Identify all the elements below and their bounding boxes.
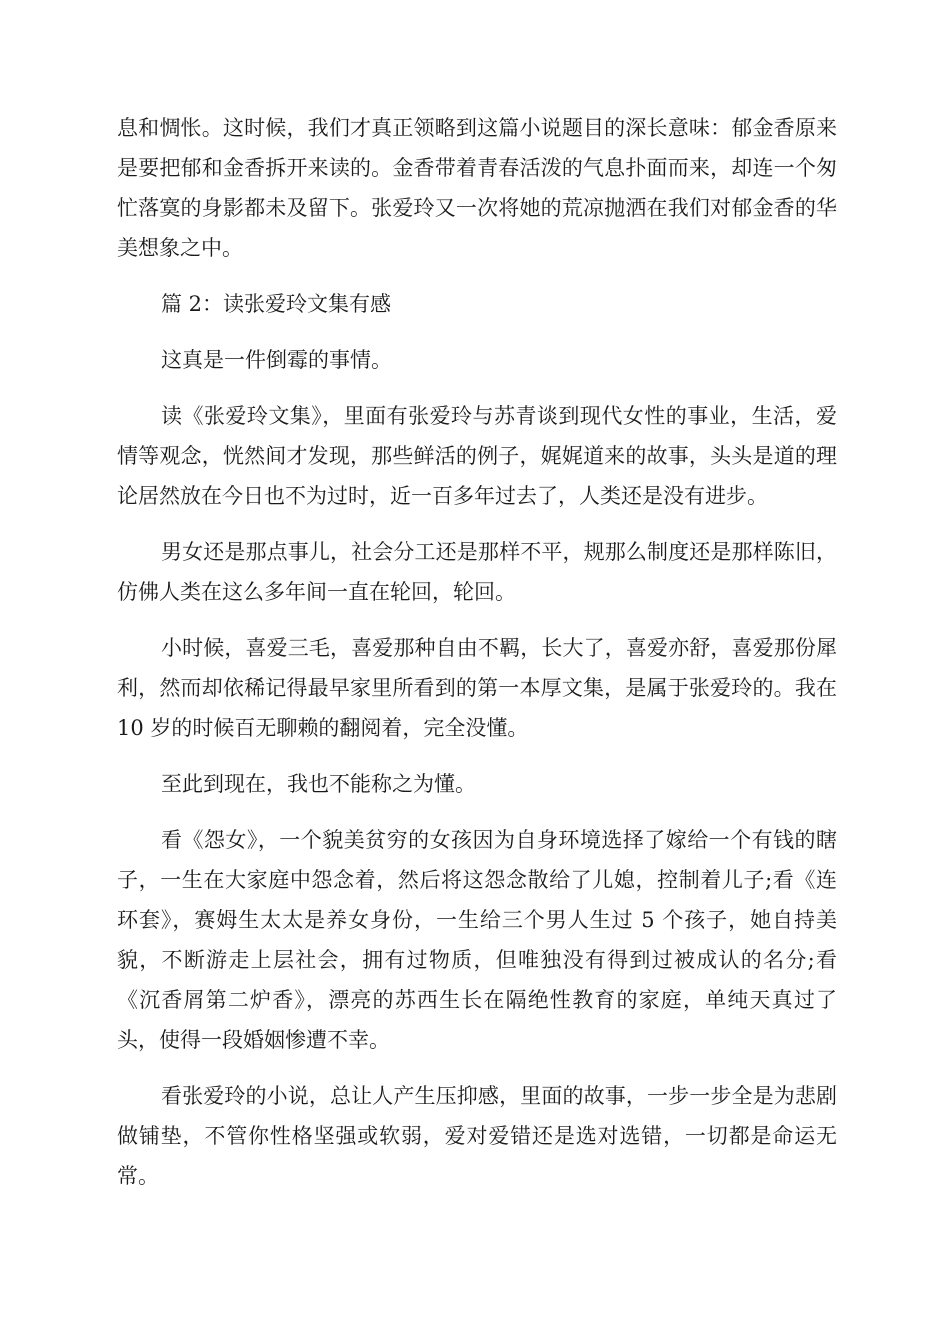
paragraph: 看张爱玲的小说，总让人产生压抑感，里面的故事，一步一步全是为悲剧做铺垫，不管你性格坚强或软弱，爱对爱错还是选对选错，一切都是命运无常。 bbox=[117, 1084, 837, 1188]
paragraph: 小时候，喜爱三毛，喜爱那种自由不羁，长大了，喜爱亦舒，喜爱那份犀利，然而却依稀记得最早家里所看到的第一本厚文集，是属于张爱玲的。我在 10 岁的时候百无聊赖的翻阅着，完全没懂。 bbox=[117, 636, 837, 740]
paragraph: 看《怨女》，一个貌美贫穷的女孩因为自身环境选择了嫁给一个有钱的瞎子，一生在大家庭中怨念着，然后将这怨念散给了儿媳，控制着儿子;看《连环套》，赛姆生太太是养女身份，一生给三个男人生过 5 个孩子，她自持美貌，不断游走上层社会，拥有过物质，但唯独没有得到过被成认的名分;看《沉香屑第二炉香》，漂亮的苏西生长在隔绝性教育的家庭，单纯天真过了头，使得一段婚姻惨遭不幸。 bbox=[117, 828, 837, 1052]
paragraph: 至此到现在，我也不能称之为懂。 bbox=[161, 772, 476, 796]
paragraph: 男女还是那点事儿，社会分工还是那样不平，规那么制度还是那样陈旧，仿佛人类在这么多年间一直在轮回，轮回。 bbox=[117, 540, 837, 604]
paragraph-continuation: 息和惆怅。这时候，我们才真正领略到这篇小说题目的深长意味：郁金香原来是要把郁和金香拆开来读的。金香带着青春活泼的气息扑面而来，却连一个匆忙落寞的身影都未及留下。张爱玲又一次将她的荒凉抛洒在我们对郁金香的华美想象之中。 bbox=[117, 116, 837, 260]
section-heading: 篇 2：读张爱玲文集有感 bbox=[161, 292, 392, 316]
paragraph: 读《张爱玲文集》，里面有张爱玲与苏青谈到现代女性的事业，生活，爱情等观念，恍然间才发现，那些鲜活的例子，娓娓道来的故事，头头是道的理论居然放在今日也不为过时，近一百多年过去了，人类还是没有进步。 bbox=[117, 404, 837, 508]
paragraph: 这真是一件倒霉的事情。 bbox=[161, 348, 392, 372]
document-body bbox=[117, 108, 837, 1212]
